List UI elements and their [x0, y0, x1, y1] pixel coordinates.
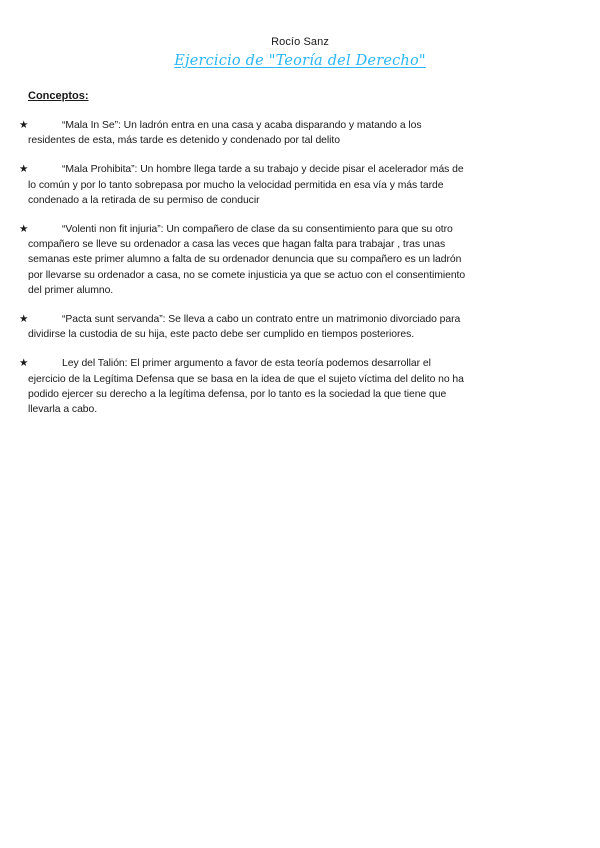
concept-item-volenti-non-fit-injuria	[19, 222, 468, 298]
concept-item-mala-in-se	[19, 118, 468, 148]
concept-item-pacta-sunt-servanda	[19, 312, 468, 342]
concept-item-mala-prohibita	[19, 162, 468, 208]
star-bullet-icon: ★	[19, 163, 29, 176]
concept-text: “Pacta sunt servanda”: Se lleva a cabo un contrato entre un matrimonio divorciado para dividirse la custodia de su hija, este pacto debe ser cumplido en tiempos posteriores.	[28, 314, 461, 341]
author-name: Rocío Sanz	[271, 36, 329, 48]
concept-list	[19, 118, 468, 431]
concept-text: “Mala Prohibita”: Un hombre llega tarde a su trabajo y decide pisar el acelerador más de lo común y por lo tanto sobrepasa por mucho la velocidad permitida en esa vía y más tarde condenado a la retirada de su permiso de conducir	[28, 164, 464, 206]
star-bullet-icon: ★	[19, 119, 29, 131]
star-bullet-icon: ★	[19, 313, 29, 326]
document-title: Ejercicio de "Teoría del Derecho"	[174, 53, 426, 69]
concept-text: “Mala In Se”: Un ladrón entra en una casa y acaba disparando y matando a los residentes de esta, más tarde es detenido y condenado por tal delito	[28, 120, 422, 147]
concept-text: Ley del Talión: El primer argumento a favor de esta teoría podemos desarrollar el ejercicio de la Legítima Defensa que se basa en la idea de que el sujeto víctima del delito no ha podido ejercer su derecho a la legítima defensa, por lo tanto es la sociedad la que tiene que llevarla a cabo.	[28, 358, 464, 416]
star-bullet-icon: ★	[19, 357, 29, 370]
concept-item-ley-del-talion	[19, 356, 468, 417]
concept-text: “Volenti non fit injuria”: Un compañero de clase da su consentimiento para que su otro compañero se lleve su ordenador a casa las veces que hagan falta para trabajar , tras unas semanas este primer alumno a falta de su ordenador denuncia que su compañero es un ladrón por llevarse su ordenador a casa, no se comete injusticia ya que se actuo con el consentimiento del primer alumno.	[28, 224, 466, 296]
section-heading: Conceptos:	[28, 90, 89, 102]
star-bullet-icon: ★	[19, 223, 29, 236]
